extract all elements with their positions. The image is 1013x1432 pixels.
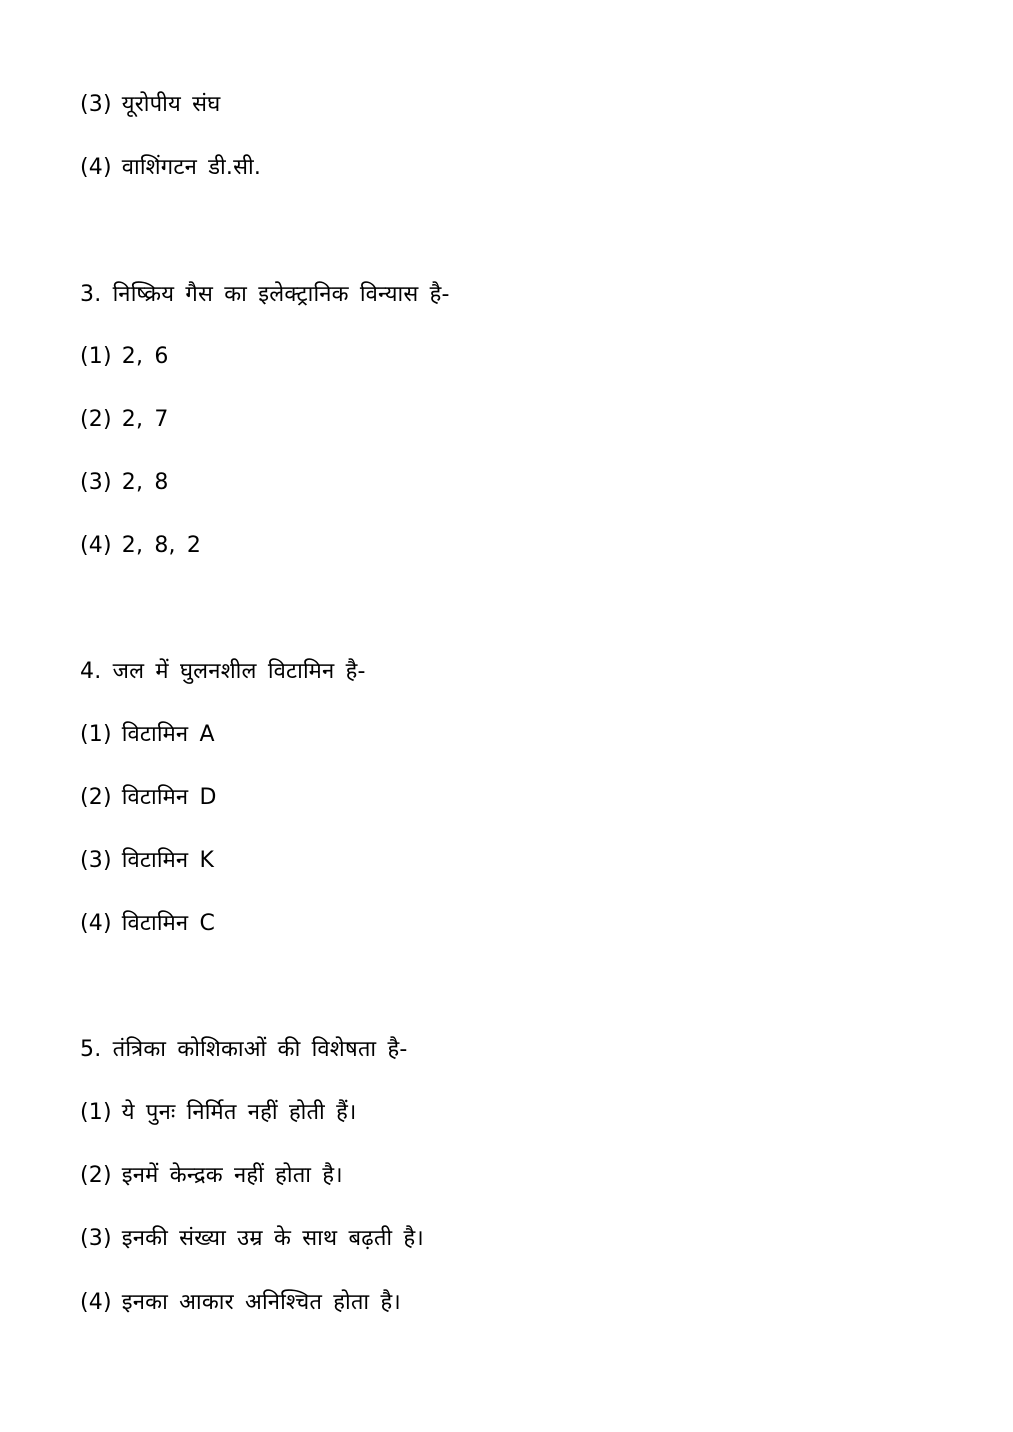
question-text: तंत्रिका कोशिकाओं की विशेषता है- xyxy=(112,1037,408,1062)
option-text: विटामिन D xyxy=(121,785,217,810)
q3-question xyxy=(80,280,450,310)
option-number: (3) xyxy=(80,1226,112,1251)
option-text: वाशिंगटन डी.सी. xyxy=(121,155,262,180)
option-text: इनका आकार अनिश्चित होता है। xyxy=(121,1290,401,1315)
option-text: विटामिन C xyxy=(121,911,216,936)
option-text: 2, 7 xyxy=(121,407,169,432)
option-number: (2) xyxy=(80,785,112,810)
q3-option-3 xyxy=(80,468,169,498)
q4-option-1 xyxy=(80,720,215,750)
option-number: (4) xyxy=(80,533,112,558)
option-number: (1) xyxy=(80,1100,112,1125)
option-text: ये पुनः निर्मित नहीं होती हैं। xyxy=(121,1100,357,1125)
option-text: यूरोपीय संघ xyxy=(121,92,221,117)
option-number: (3) xyxy=(80,92,112,117)
q3-option-1 xyxy=(80,342,169,372)
q4-question xyxy=(80,657,366,687)
option-text: इनमें केन्द्रक नहीं होता है। xyxy=(121,1163,343,1188)
option-number: (4) xyxy=(80,911,112,936)
q2-option-3 xyxy=(80,90,220,120)
q2-option-4 xyxy=(80,153,261,183)
option-text: इनकी संख्या उम्र के साथ बढ़ती है। xyxy=(121,1226,424,1251)
q3-option-4 xyxy=(80,531,201,561)
option-number: (3) xyxy=(80,848,112,873)
q5-option-2 xyxy=(80,1161,343,1191)
option-text: 2, 8 xyxy=(121,470,169,495)
q5-option-4 xyxy=(80,1288,401,1318)
option-number: (1) xyxy=(80,344,112,369)
option-number: (2) xyxy=(80,1163,112,1188)
option-text: विटामिन K xyxy=(121,848,215,873)
q5-option-3 xyxy=(80,1224,424,1254)
option-number: (1) xyxy=(80,722,112,747)
option-text: विटामिन A xyxy=(121,722,215,747)
q4-option-4 xyxy=(80,909,215,939)
option-text: 2, 8, 2 xyxy=(121,533,202,558)
question-text: जल में घुलनशील विटामिन है- xyxy=(112,659,366,684)
q3-option-2 xyxy=(80,405,169,435)
option-number: (3) xyxy=(80,470,112,495)
q5-option-1 xyxy=(80,1098,357,1128)
question-number: 5. xyxy=(80,1037,102,1062)
q4-option-2 xyxy=(80,783,217,813)
option-number: (4) xyxy=(80,1290,112,1315)
option-number: (4) xyxy=(80,155,112,180)
option-number: (2) xyxy=(80,407,112,432)
q5-question xyxy=(80,1035,408,1065)
option-text: 2, 6 xyxy=(121,344,169,369)
question-number: 4. xyxy=(80,659,102,684)
q4-option-3 xyxy=(80,846,214,876)
question-number: 3. xyxy=(80,282,102,307)
question-text: निष्क्रिय गैस का इलेक्ट्रानिक विन्यास है- xyxy=(112,282,450,307)
